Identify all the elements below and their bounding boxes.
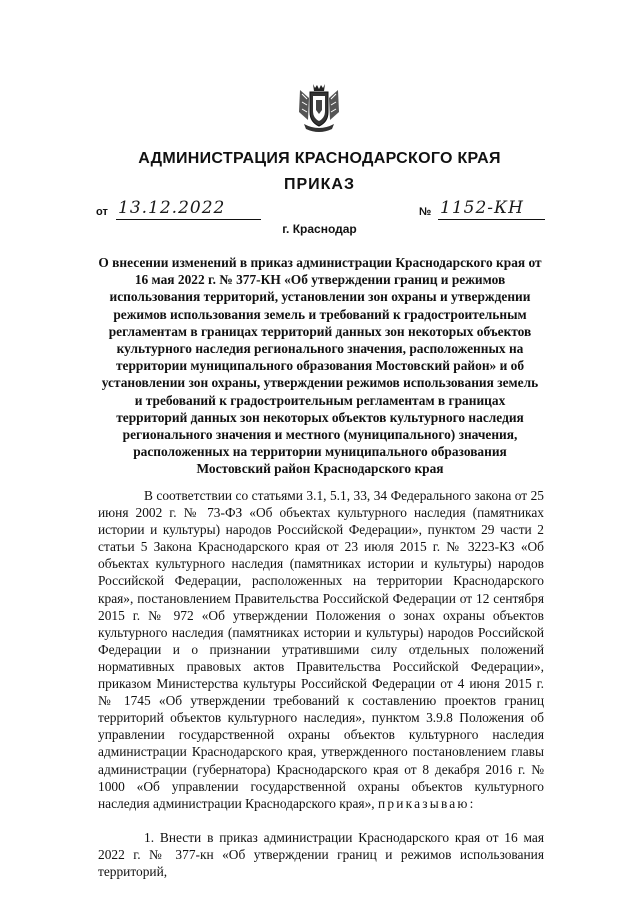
document-title: О внесении изменений в приказ администрации Краснодарского края от 16 мая 2022 г. № 377-КН «Об утверждении границ и режимов использования территорий, установлении зон охраны и утверждении режимов использования земель и требований к градостроительным регламентам в границах территорий данных зон некоторых объектов культурного наследия регионального значения, расположенных на территории муниципального образования Мостовский район» и об установлении зон охраны, утверждении режимов использования земель и требований к градостроительным регламентам в границах территорий данных зон некоторых объектов культурного наследия регионального значения и местного (муниципального) значения, расположенных на территории муниципального образования Мостовский район Краснодарского края xyxy=(98,255,542,477)
number-prefix: № xyxy=(419,206,432,218)
coat-of-arms-icon xyxy=(296,82,342,134)
number-handwritten: 1152-КН xyxy=(440,198,524,218)
preamble-text: В соответствии со статьями 3.1, 5.1, 33, 34 Федерального закона от 25 июня 2002 г. № 73-ФЗ «Об объектах культурного наследия (памятниках истории и культуры) народов Российской Федерации», пунктом 29 части 2 статьи 5 Закона Краснодарского края от 23 июля 2015 г. № 3223-КЗ «Об объектах культурного наследия (памятниках истории и культуры) народов Российской Федерации, расположенных на территории Краснодарского края», постановлением Правительства Российской Федерации от 12 сентября 2015 г. № 972 «Об утверждении Положения о зонах охраны объектов культурного наследия (памятниках истории и культуры) народов Российской Федерации и о признании утратившими силу отдельных положений нормативных правовых актов Правительства Российской Федерации», приказом Министерства культуры Российской Федерации от 4 июня 2015 г. № 1745 «Об утверждении требований к составлению проектов границ территорий объектов культурного наследия», пунктом 3.9.8 Положения об управлении государственной охраны объектов культурного наследия администрации Краснодарского края, утвержденного постановлением главы администрации (губернатора) Краснодарского края от 8 декабря 2016 г. № 1000 «Об управлении государственной охраны объектов культурного наследия администрации Краснодарского края», xyxy=(98,488,544,811)
organization-title: АДМИНИСТРАЦИЯ КРАСНОДАРСКОГО КРАЯ xyxy=(138,150,501,167)
preamble-paragraph xyxy=(98,487,544,812)
document-type: ПРИКАЗ xyxy=(283,176,355,193)
date-underline xyxy=(116,219,261,220)
order-word: приказываю: xyxy=(377,795,476,811)
number-underline xyxy=(438,219,545,220)
date-handwritten: 13.12.2022 xyxy=(118,198,226,218)
item-1-paragraph: 1. Внести в приказ администрации Краснодарского края от 16 мая 2022 г. № 377-кн «Об утверждении границ и режимов использования территорий, xyxy=(98,830,544,880)
city: г. Краснодар xyxy=(282,222,357,236)
date-prefix: от xyxy=(96,206,108,218)
